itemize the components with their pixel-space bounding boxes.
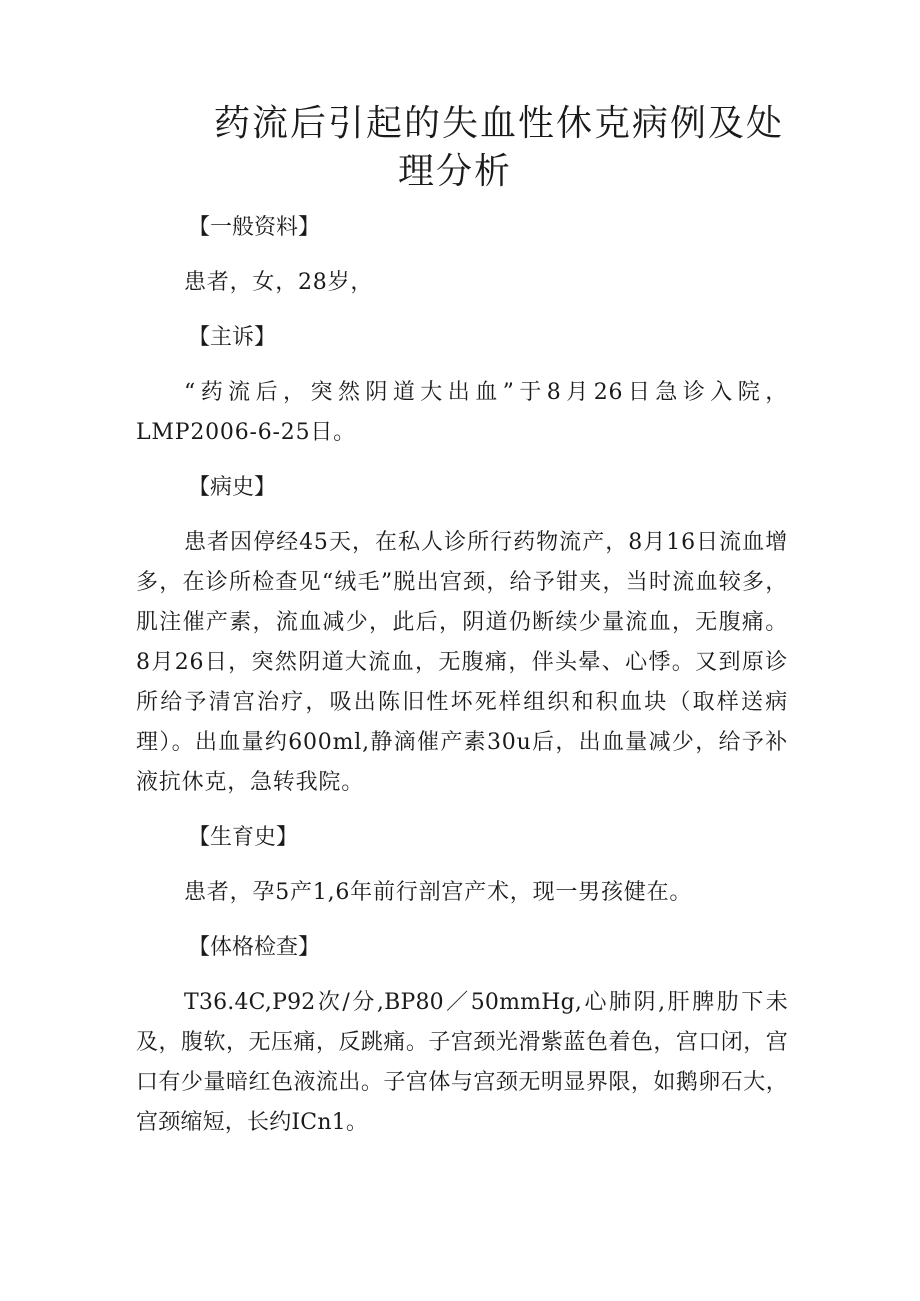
reproductive-history-heading: 【生育史】 [188, 825, 299, 850]
title-line-1: 药流后引起的失血性休克病例及处 [214, 103, 785, 144]
reproductive-history-text: 患者，孕5产1,6年前行剖宫产术，现一男孩健在。 [184, 880, 693, 905]
chief-complaint-text: “药流后，突然阴道大出血”于8月26日急诊入院，LMP2006-6-25日。 [136, 380, 788, 445]
general-info-heading: 【一般资料】 [188, 215, 321, 240]
general-info-text: 患者，女，28岁， [184, 270, 374, 295]
physical-exam-heading: 【体格检查】 [188, 935, 321, 960]
medical-history-text: 患者因停经45天，在私人诊所行药物流产，8月16日流血增多，在诊所检查见“绒毛”脱出宫颈，给予钳夹，当时流血较多，肌注催产素，流血减少，此后，阴道仍断续少量流血，无腹痛。8月26日，突然阴道大流血，无腹痛，伴头晕、心悸。又到原诊所给予清宫治疗，吸出陈旧性坏死样组织和积血块（取样送病理）。出血量约600ml,静滴催产素30u后，出血量减少，给予补液抗休克，急转我院。 [136, 530, 788, 795]
title-line-2: 理分析 [398, 151, 513, 192]
medical-history-heading: 【病史】 [188, 475, 277, 500]
chief-complaint-heading: 【主诉】 [188, 325, 277, 350]
physical-exam-text: T36.4C,P92次/分,BP80／50mmHg,心肺阴,肝脾肋下未及，腹软，无压痛，反跳痛。子宫颈光滑紫蓝色着色，宫口闭，宫口有少量暗红色液流出。子宫体与宫颈无明显界限，如鹅卵石大，宫颈缩短，长约ICn1。 [136, 990, 788, 1135]
document-body [136, 208, 788, 1158]
document-title [190, 100, 790, 196]
